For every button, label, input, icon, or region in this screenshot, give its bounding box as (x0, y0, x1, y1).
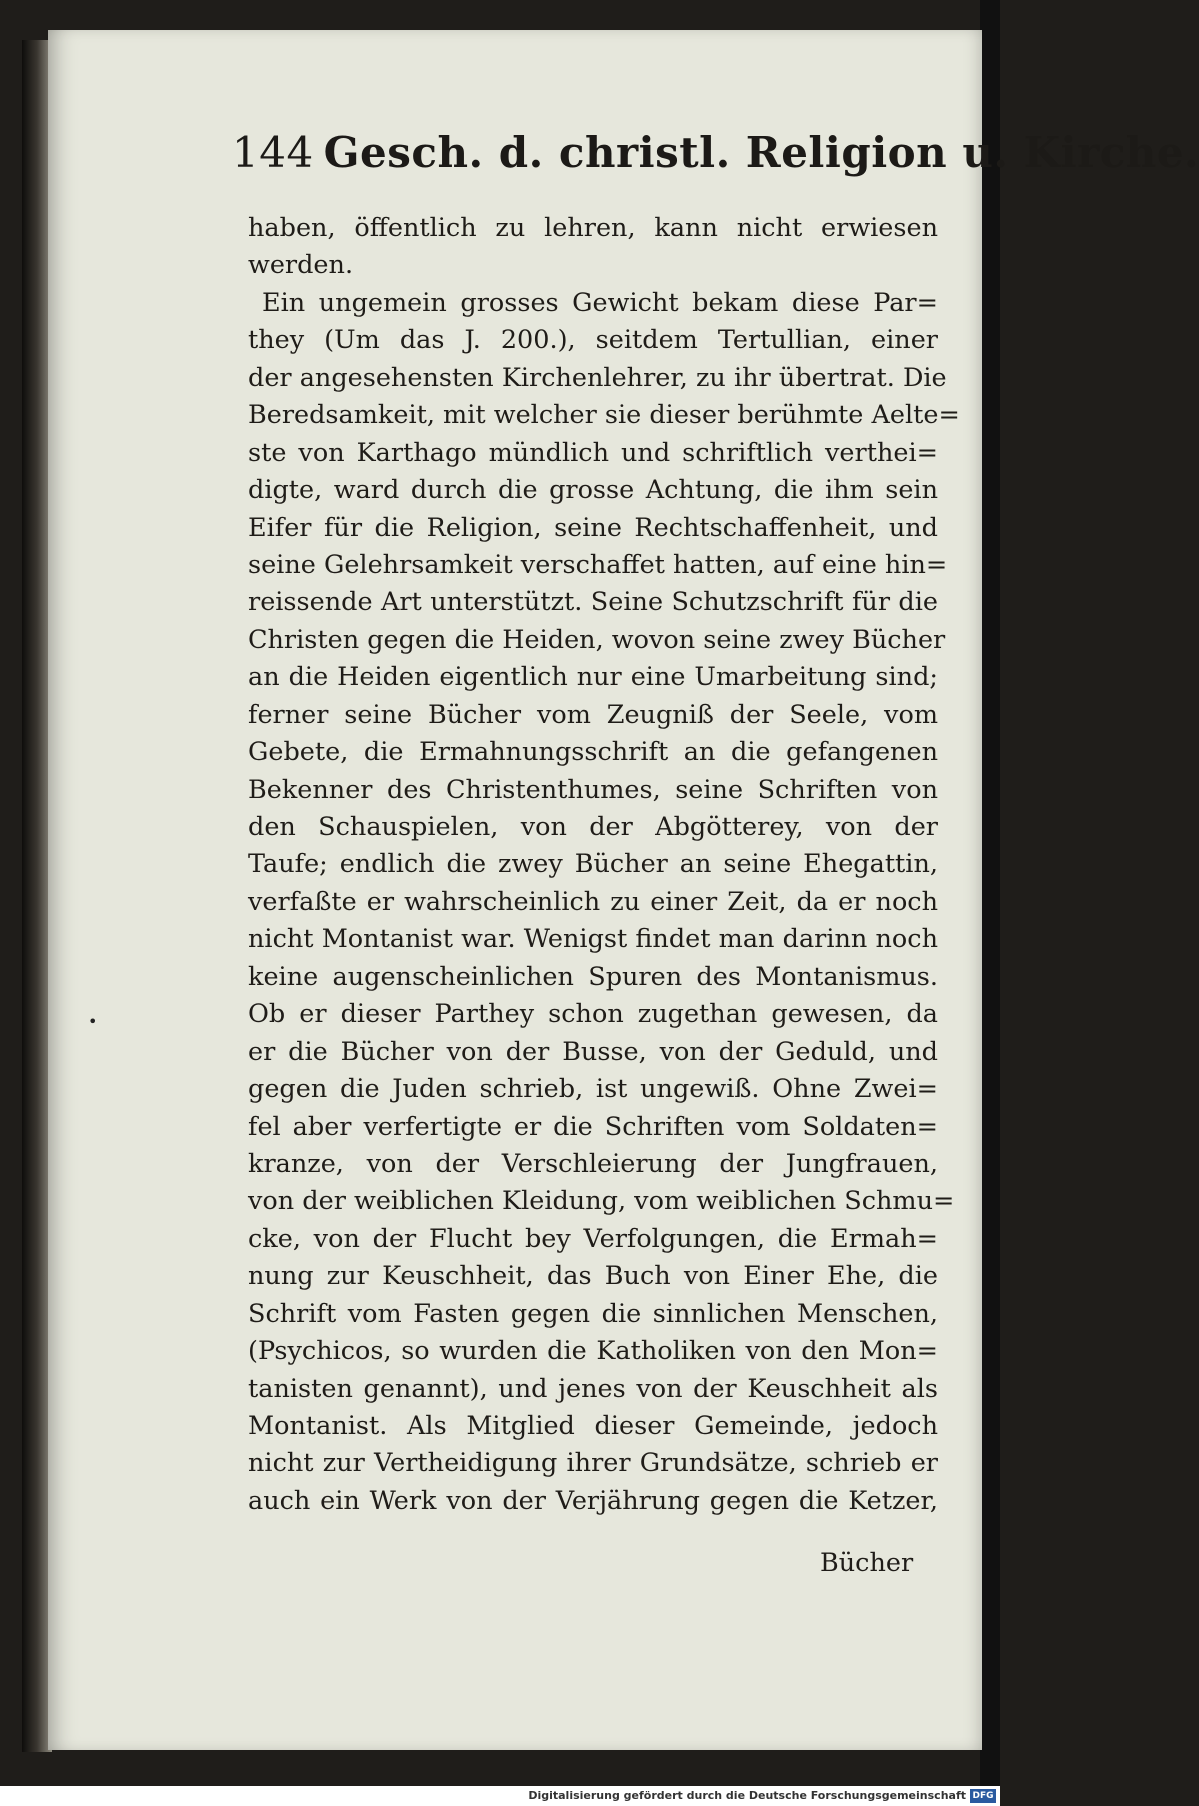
running-head-title: Gesch. d. christl. Religion u. Kirche. (323, 128, 1199, 177)
catchword: Bücher (820, 1548, 914, 1578)
digitization-credit: Digitalisierung gefördert durch die Deutsche Forschungsgemeinschaft (528, 1789, 966, 1802)
text-line: an die Heiden eigentlich nur eine Umarbeitung sind; (248, 662, 938, 693)
text-line: Christen gegen die Heiden, wovon seine zwey Bücher (248, 624, 946, 655)
text-line: verfaßte er wahrscheinlich zu einer Zeit, da er noch (248, 886, 938, 917)
text-line: der angesehensten Kirchenlehrer, zu ihr übertrat. Die (248, 362, 947, 393)
text-line: seine Gelehrsamkeit verschaffet hatten, auf eine hin= (248, 549, 948, 580)
text-line: ste von Karthago mündlich und schriftlich verthei= (248, 437, 938, 468)
text-line: Ein ungemein grosses Gewicht bekam diese Par= (262, 287, 938, 318)
scan-border (980, 0, 1000, 1806)
text-line: haben, öffentlich zu lehren, kann nicht erwiesen (248, 213, 938, 243)
text-line: Beredsamkeit, mit welcher sie dieser berühmte Aelte= (248, 400, 960, 431)
margin-mark: • (88, 1012, 98, 1031)
text-line: werden. (248, 250, 354, 281)
body-text (248, 210, 960, 1520)
text-line: gegen die Juden schrieb, ist ungewiß. Ohne Zwei= (248, 1074, 938, 1105)
text-line: Schrift vom Fasten gegen die sinnlichen Menschen, (248, 1298, 938, 1329)
text-line: tanisten genannt), und jenes von der Keuschheit als (248, 1373, 938, 1404)
text-line: er die Bücher von der Busse, von der Geduld, und (248, 1036, 938, 1067)
text-line: nicht Montanist war. Wenigst findet man darinn noch (248, 924, 938, 955)
text-line: Eifer für die Religion, seine Rechtschaffenheit, und (248, 512, 938, 543)
text-line: fel aber verfertigte er die Schriften vom Soldaten= (248, 1111, 938, 1142)
text-line: Montanist. Als Mitglied dieser Gemeinde, jedoch (248, 1411, 938, 1441)
text-line: ferner seine Bücher vom Zeugniß der Seele, vom (248, 699, 938, 730)
text-line: Gebete, die Ermahnungsschrift an die gefangenen (248, 737, 938, 768)
text-line: Bekenner des Christenthumes, seine Schriften von (248, 774, 938, 805)
text-line: reissende Art unterstützt. Seine Schutzschrift für die (248, 587, 938, 618)
text-line: von der weiblichen Kleidung, vom weiblichen Schmu= (248, 1186, 955, 1217)
text-line: cke, von der Flucht bey Verfolgungen, die Ermah= (248, 1223, 938, 1254)
text-line: kranze, von der Verschleierung der Jungfrauen, (248, 1148, 938, 1179)
page-number: 144 (232, 128, 314, 177)
text-line: Ob er dieser Parthey schon zugethan gewesen, da (248, 999, 938, 1030)
text-line: nung zur Keuschheit, das Buch von Einer Ehe, die (248, 1261, 938, 1292)
text-line: (Psychicos, so wurden die Katholiken von den Mon= (248, 1336, 938, 1367)
dfg-logo-icon: DFG (970, 1789, 996, 1803)
text-line: den Schauspielen, von der Abgötterey, von der (248, 812, 938, 842)
text-line: digte, ward durch die grosse Achtung, die ihm sein (248, 475, 938, 506)
text-line: keine augenscheinlichen Spuren des Montanismus. (248, 961, 938, 992)
text-line: nicht zur Vertheidigung ihrer Grundsätze, schrieb er (248, 1448, 938, 1479)
text-line: Taufe; endlich die zwey Bücher an seine Ehegattin, (248, 849, 938, 880)
text-line: they (Um das J. 200.), seitdem Tertullian, einer (248, 325, 938, 356)
text-line: auch ein Werk von der Verjährung gegen die Ketzer, (248, 1485, 938, 1516)
running-head (232, 128, 1199, 188)
